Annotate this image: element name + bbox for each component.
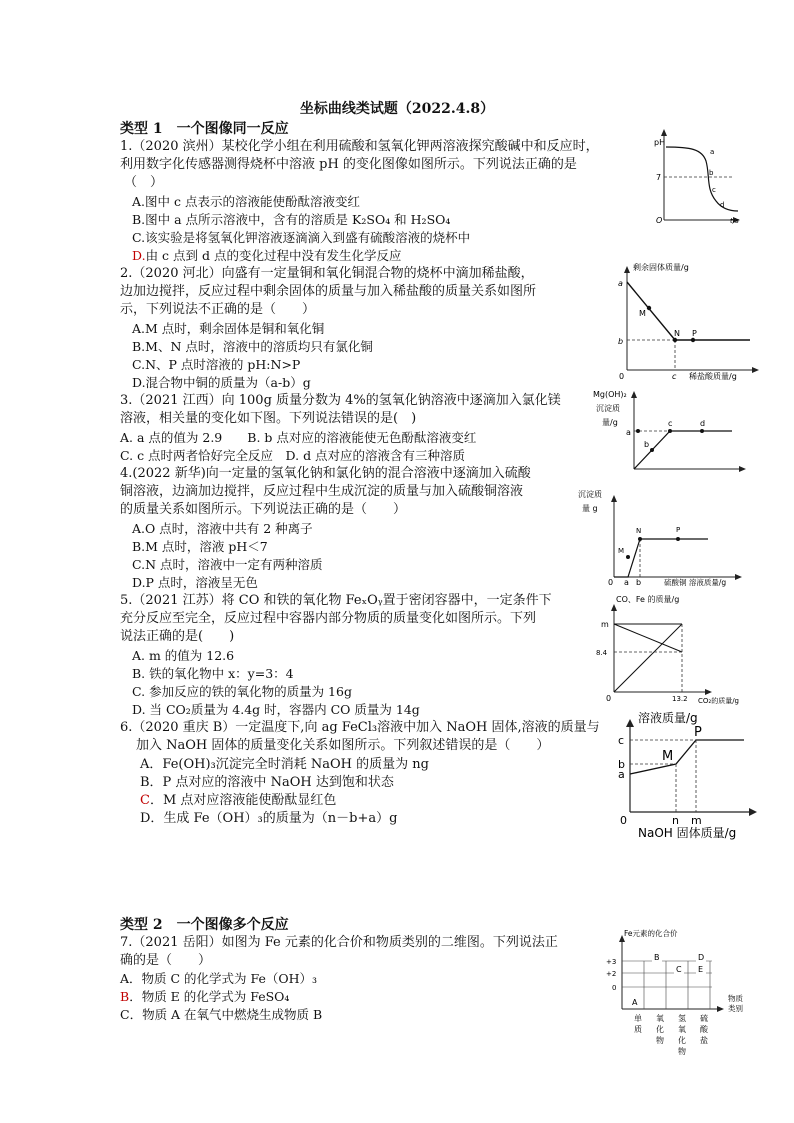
q3-options-cd: C. c 点时两者恰好完全反应 D. d 点对应的溶液含有三种溶质 — [120, 448, 466, 463]
figure-mgoh2-precipitate — [592, 383, 752, 473]
q6-option-c — [140, 791, 336, 810]
label-m: M — [639, 309, 646, 318]
q4-stem-line2: 铜溶液，边滴加边搅拌，反应过程中生成沉淀的质量与加入硫酸铜溶液 — [120, 484, 524, 499]
label-p: P — [676, 526, 681, 534]
q2-option-d: D.混合物中铜的质量为（a-b）g — [132, 375, 311, 390]
cat-3-char-3: 化 — [678, 1036, 686, 1045]
q3-stem-line2: 溶液，相关量的变化如下图。下列说法错误的是( ) — [120, 411, 417, 426]
q7-option-b — [120, 987, 289, 1006]
origin-label: 0 — [606, 694, 612, 703]
q4-stem-line3: 的质量关系如图所示。下列说法正确的是（ ） — [120, 502, 407, 517]
q2-stem-line1: 2.（2020 河北）向盛有一定量铜和氧化铜混合物的烧杯中滴加稀盐酸， — [120, 266, 534, 281]
point-n — [673, 338, 677, 342]
q4-option-a: A.O 点时，溶液中共有 2 种离子 — [132, 521, 313, 536]
q2-stem-line3: 示，下列说法不正确的是（ ） — [120, 302, 316, 317]
q7-option-b-text: ．物质 E 的化学式为 FeSO₄ — [129, 989, 290, 1004]
label-a: a — [624, 578, 629, 587]
x-axis-arrow — [749, 808, 757, 816]
point-a: a — [710, 148, 715, 156]
y-label-3: 量/g — [602, 418, 618, 427]
cat-2-char-3: 物 — [656, 1036, 664, 1045]
q1-stem-line3: （ ） — [124, 175, 164, 190]
section-heading-2: 类型 2 一个图像多个反应 — [120, 917, 289, 933]
q1-stem-line1: 1.（2020 滨州）某校化学小组在利用硫酸和氢氧化钾两溶液探究酸碱中和反应时， — [120, 139, 599, 154]
label-a: a — [618, 279, 623, 288]
figure-solution-mass — [614, 706, 764, 840]
y-label: 剩余固体质量/g — [633, 263, 689, 272]
q6-option-c-text: ．M 点对应溶液能使酚酞显红色 — [149, 793, 337, 808]
label-132: 13.2 — [672, 695, 688, 703]
label-b: b — [618, 337, 624, 346]
fe-increase-line — [614, 624, 682, 692]
q6-option-a: A．Fe(OH)₃沉淀完全时消耗 NaOH 的质量为 ng — [140, 757, 429, 772]
tick-0: 0 — [612, 984, 617, 992]
cat-2-char-1: 氧 — [656, 1014, 664, 1023]
section-heading: 类型 1 一个图像同一反应 — [120, 121, 289, 137]
cat-3-char-2: 氧 — [678, 1025, 686, 1034]
q1-option-d-text: 由 c 点到 d 点的变化过程中没有发生化学反应 — [145, 248, 402, 263]
label-b: b — [644, 440, 650, 449]
point-a — [636, 429, 640, 433]
label-b: b — [636, 578, 642, 587]
q2-option-b: B.M、N 点时，溶液中的溶质均只有氯化铜 — [132, 339, 373, 354]
point-m — [626, 555, 630, 559]
q2-stem-line2: 边加边搅拌，反应过程中剩余固体的质量与加入稀盐酸的质量关系如图所 — [120, 284, 537, 299]
label-p-point: P — [694, 725, 702, 740]
q1-option-a: A.图中 c 点表示的溶液能使酚酞溶液变红 — [132, 194, 360, 209]
curve — [634, 431, 732, 469]
x-label: CO₂的质量/g — [698, 697, 740, 705]
q5-option-c: C. 参加反应的铁的氧化物的质量为 16g — [132, 684, 352, 699]
point-e: E — [698, 965, 704, 974]
q5-stem-line3: 说法正确的是( ) — [120, 629, 235, 644]
label-c: c — [672, 372, 677, 381]
curve — [630, 740, 744, 774]
point-b: B — [654, 953, 660, 962]
label-a: a — [626, 428, 631, 437]
cat-2-char-2: 化 — [656, 1025, 664, 1034]
x-axis-arrow — [739, 466, 746, 472]
y-axis-arrow — [624, 266, 630, 273]
x-axis-arrow — [705, 689, 712, 695]
x-label-1: 物质 — [728, 994, 743, 1003]
q5-option-d: D. 当 CO₂质量为 4.4g 时，容器内 CO 质量为 14g — [132, 702, 420, 717]
q3-options-ab: A. a 点的值为 2.9 B. b 点对应的溶液能使无色酚酞溶液变红 — [120, 430, 477, 445]
point-c — [668, 429, 672, 433]
q3-stem-line1: 3.（2021 江西）向 100g 质量分数为 4%的氢氧化钠溶液中逐滴加入氯化镁 — [120, 393, 561, 408]
q4-option-d: D.P 点时，溶液呈无色 — [132, 575, 258, 590]
q6-option-b: B．P 点对应的溶液中 NaOH 达到饱和状态 — [140, 775, 394, 790]
co-decrease-line — [614, 624, 682, 652]
point-b: b — [709, 169, 714, 177]
point-p — [676, 537, 680, 541]
label-b: b — [618, 758, 625, 771]
category-labels — [634, 1013, 709, 1056]
y-label: Fe元素的化合价 — [624, 929, 678, 938]
x-label-2: 类别 — [728, 1004, 743, 1013]
point-d: D — [698, 953, 705, 962]
cat-3-char-1: 氢 — [678, 1014, 686, 1023]
q1-stem-line2: 利用数字化传感器测得烧杯中溶液 pH 的变化图像如图所示。下列说法正确的是 — [120, 157, 577, 172]
cat-4-char-2: 酸 — [700, 1025, 708, 1034]
q4-option-c: C.N 点时，溶液中一定有两种溶质 — [132, 557, 323, 572]
y-label-1: Mg(OH)₂ — [593, 390, 627, 399]
point-a: A — [632, 998, 638, 1007]
origin-label: 0 — [608, 578, 614, 587]
label-n: N — [636, 527, 642, 535]
q5-stem-line2: 充分反应至完全，反应过程中容器内部分物质的质量变化如图所示。下列 — [120, 611, 537, 626]
y-label-2: 沉淀质 — [596, 404, 620, 413]
tick-7: 7 — [656, 173, 662, 182]
ph-curve — [666, 147, 738, 211]
label-c: c — [618, 734, 625, 747]
x-label: 稀盐酸质量/g — [689, 372, 737, 381]
q7-option-b-mark: B — [120, 989, 130, 1004]
y-axis-arrow — [631, 391, 637, 398]
label-m: M — [618, 547, 625, 555]
label-a: a — [618, 768, 625, 781]
point-c: C — [676, 965, 682, 974]
y-label-1: 沉淀质 — [578, 490, 602, 499]
q6-stem-line2: 加入 NaOH 固体的质量变化关系如图所示。下列叙述错误的是（ ） — [136, 738, 550, 753]
label-d: d — [700, 419, 706, 428]
page-title: 坐标曲线类试题（2022.4.8） — [299, 101, 495, 117]
x-axis-arrow — [752, 367, 759, 373]
label-m: m — [601, 620, 609, 629]
y-axis-arrow — [626, 719, 634, 727]
cat-1-char-2: 质 — [634, 1025, 642, 1034]
point-d — [700, 429, 704, 433]
q4-stem-line1: 4.(2022 新华)向一定量的氢氧化钠和氯化钠的混合溶液中逐滴加入硫酸 — [120, 466, 531, 481]
q6-option-d: D．生成 Fe（OH）₃的质量为（n－b+a）g — [140, 811, 398, 826]
q1-option-b: B.图中 a 点所示溶液中，含有的溶质是 K₂SO₄ 和 H₂SO₄ — [132, 212, 451, 227]
y-axis-arrow — [611, 604, 617, 611]
q2-option-a: A.M 点时，剩余固体是铜和氧化铜 — [132, 321, 325, 336]
label-c: c — [668, 419, 673, 428]
label-84: 8.4 — [596, 649, 608, 657]
q1-option-d — [132, 246, 401, 265]
origin-label: 0 — [619, 372, 625, 381]
y-label: CO、Fe 的质量/g — [616, 595, 680, 604]
point-d: d — [720, 201, 725, 209]
q5-option-a: A. m 的值为 12.6 — [132, 648, 235, 663]
q4-option-b: B.M 点时，溶液 pH＜7 — [132, 539, 268, 554]
y-label: 溶液质量/g — [638, 711, 698, 725]
q5-option-b: B. 铁的氧化物中 x：y=3：4 — [132, 666, 294, 681]
figure-co-fe-mass — [596, 592, 756, 710]
q7-stem-line1: 7.（2021 岳阳）如图为 Fe 元素的化合价和物质类别的二维图。下列说法正 — [120, 935, 558, 950]
figure-cu-precipitate — [578, 485, 748, 587]
point-b — [650, 448, 654, 452]
q7-option-a: A．物质 C 的化学式为 Fe（OH）₃ — [120, 971, 318, 986]
point-p — [691, 338, 695, 342]
point-m — [647, 306, 651, 310]
tick-plus2: +2 — [606, 970, 617, 978]
q7-option-c: C．物质 A 在氧气中燃烧生成物质 B — [120, 1007, 323, 1022]
q2-option-c: C.N、P 点时溶液的 pH:N>P — [132, 357, 301, 372]
cat-3-char-4: 物 — [678, 1047, 686, 1056]
y-label-2: 量 g — [582, 504, 598, 513]
label-m-point: M — [662, 749, 674, 764]
x-label: NaOH 固体质量/g — [638, 826, 737, 840]
q1-option-d-mark: D. — [132, 248, 146, 263]
q5-stem-line1: 5.（2021 江苏）将 CO 和铁的氧化物 FeₓOᵧ置于密闭容器中，一定条件下 — [120, 593, 552, 608]
x-label: 硫酸铜 溶液质量/g — [664, 578, 727, 587]
figure-residual-solid — [615, 258, 765, 383]
point-n — [638, 537, 642, 541]
q6-stem-line1: 6.（2020 重庆 B）一定温度下,向 ag FeCl₃溶液中加入 NaOH 固体,溶液的质量与 — [120, 720, 600, 735]
label-p: P — [692, 329, 697, 338]
cat-4-char-3: 盐 — [700, 1036, 708, 1045]
figure-ph-curve — [650, 125, 745, 225]
point-c: c — [712, 186, 716, 194]
figure-fe-valence-chart — [600, 925, 760, 1075]
q6-option-c-mark: C — [140, 793, 150, 808]
label-n: N — [674, 329, 680, 338]
x-axis-arrow — [735, 574, 742, 580]
q1-option-c: C.该实验是将氢氧化钾溶液逐滴滴入到盛有硫酸溶液的烧杯中 — [132, 230, 471, 245]
origin-label: 0 — [620, 814, 627, 827]
y-axis-arrow — [611, 495, 617, 502]
label-n: n — [672, 814, 679, 827]
y-axis-arrow — [661, 129, 667, 136]
origin-label: O — [656, 216, 663, 225]
q7-stem-line2: 确的是（ ） — [120, 953, 212, 968]
tick-plus3: +3 — [606, 958, 617, 966]
x-axis-arrow — [717, 1006, 724, 1012]
cat-4-char-1: 硫 — [700, 1014, 708, 1023]
y-label: pH — [654, 138, 666, 147]
cat-1-char-1: 单 — [634, 1014, 642, 1023]
x-label: t/s — [730, 217, 739, 225]
label-m: m — [691, 814, 702, 827]
